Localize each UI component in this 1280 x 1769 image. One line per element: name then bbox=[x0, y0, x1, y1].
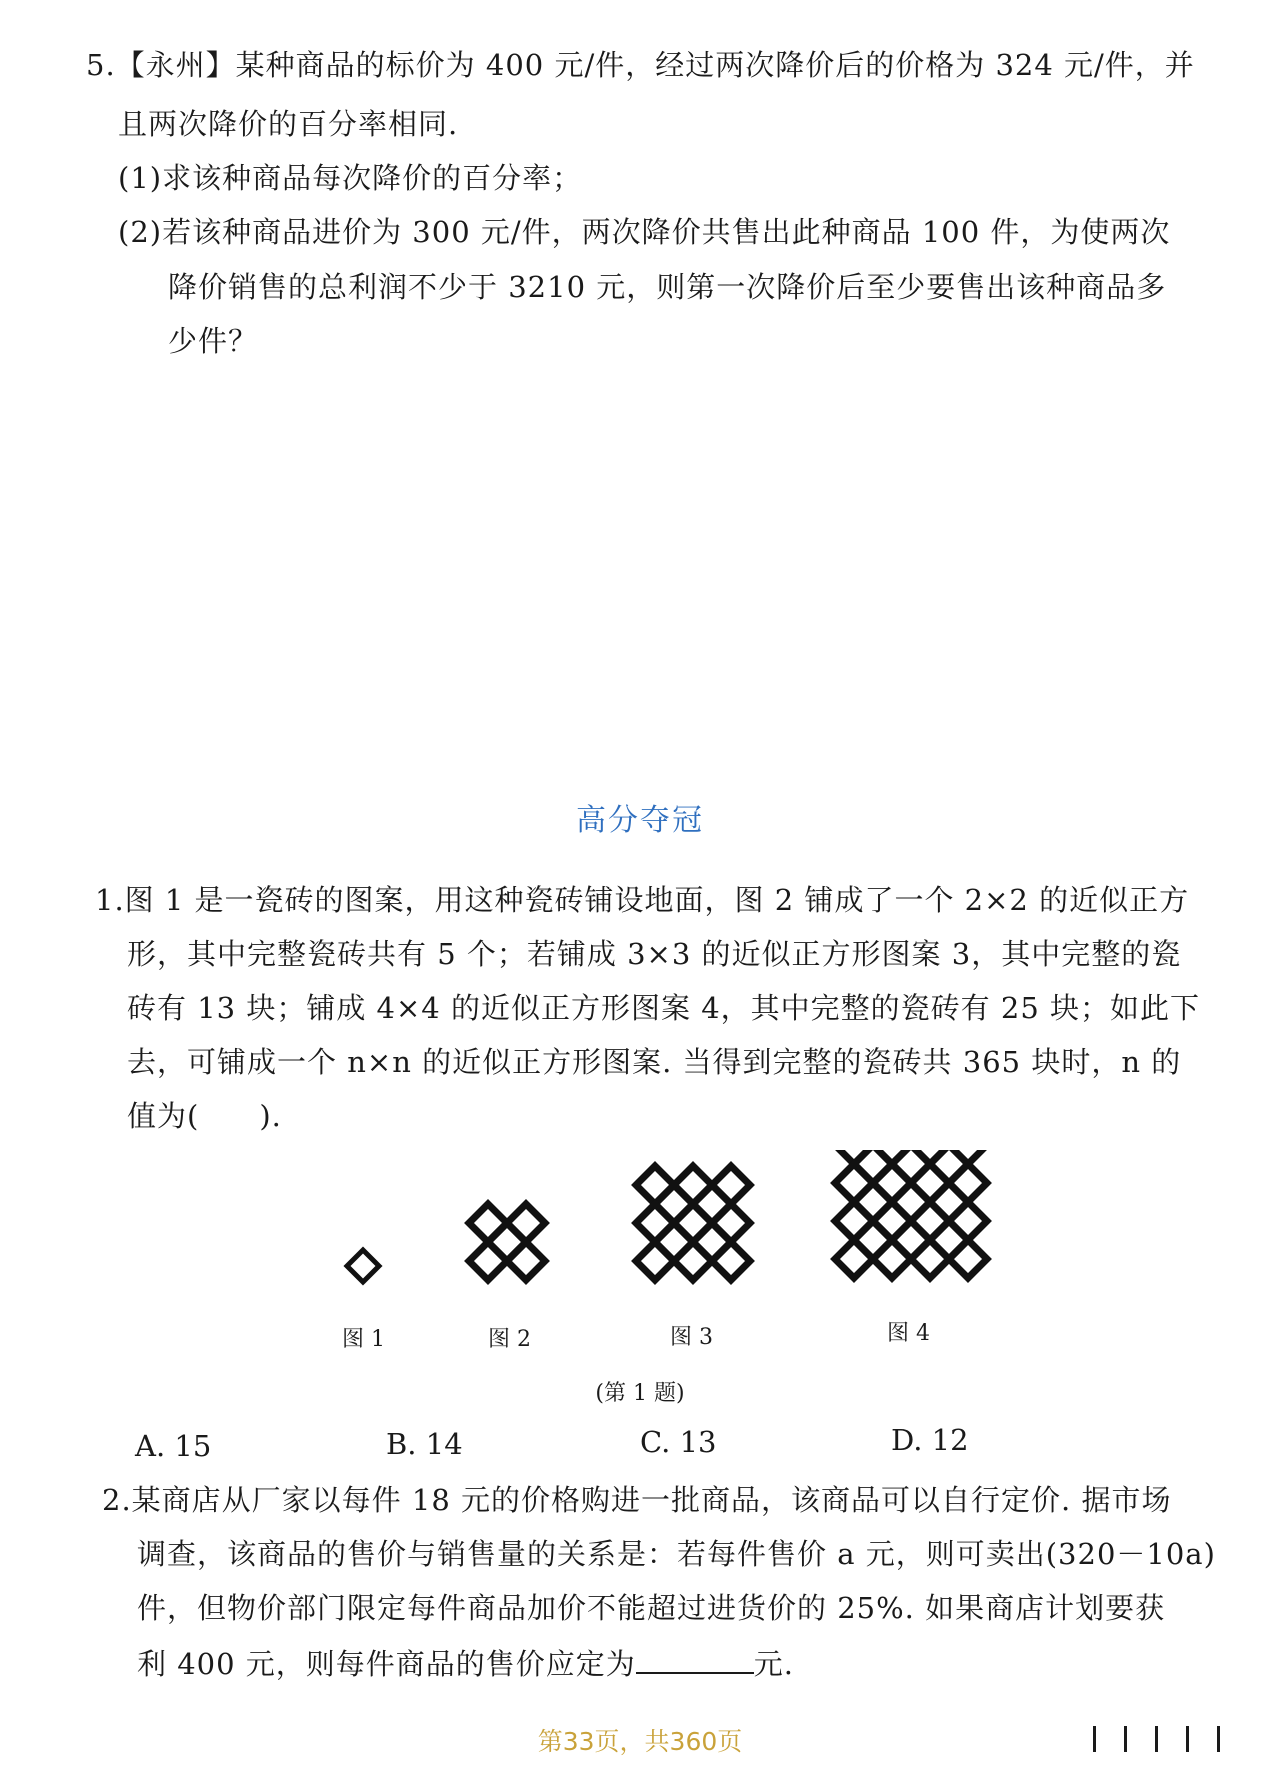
problem-2-line-2: 调查，该商品的售价与销售量的关系是：若每件售价 a 元，则可卖出(320－10a) bbox=[137, 1537, 1216, 1571]
tile-diamond bbox=[655, 1185, 693, 1223]
tile-diamond bbox=[674, 1166, 712, 1204]
toolbar-icons[interactable] bbox=[1087, 1726, 1242, 1756]
tile-diamond bbox=[835, 1202, 873, 1240]
problem-2-line-4-suffix: 元. bbox=[753, 1647, 795, 1681]
tile-diamond bbox=[873, 1202, 911, 1240]
tile-diamond bbox=[507, 1242, 545, 1280]
tile-diamond bbox=[674, 1242, 712, 1280]
option-d: D. 12 bbox=[891, 1423, 969, 1457]
option-a: A. 15 bbox=[135, 1429, 212, 1463]
problem-5-line-3: (1)求该种商品每次降价的百分率； bbox=[118, 161, 583, 195]
problem-1-line-3: 砖有 13 块；铺成 4×4 的近似正方形图案 4，其中完整的瓷砖有 25 块；如此下 bbox=[127, 991, 1200, 1025]
tile-diamond bbox=[930, 1221, 968, 1259]
bar-icon-1[interactable] bbox=[1093, 1726, 1118, 1752]
problem-2-line-4 bbox=[137, 1642, 794, 1684]
bar-icon-3[interactable] bbox=[1155, 1726, 1180, 1752]
problem-5-line-6: 少件？ bbox=[168, 324, 259, 358]
figure-caption: (第 1 题) bbox=[595, 1381, 685, 1406]
problem-5-line-5: 降价销售的总利润不少于 3210 元，则第一次降价后至少要售出该种商品多 bbox=[168, 270, 1167, 304]
tile-diamond bbox=[949, 1240, 987, 1278]
tile-diamond bbox=[469, 1242, 507, 1280]
problem-1-line-4: 去，可铺成一个 n×n 的近似正方形图案. 当得到完整的瓷砖共 365 块时，n 的 bbox=[127, 1045, 1182, 1079]
problem-1-line-1: 1.图 1 是一瓷砖的图案，用这种瓷砖铺设地面，图 2 铺成了一个 2×2 的近似正方 bbox=[95, 883, 1190, 917]
tile-diamond bbox=[892, 1183, 930, 1221]
bar-icon-5[interactable] bbox=[1217, 1726, 1242, 1752]
problem-2-line-3: 件，但物价部门限定每件商品加价不能超过进货价的 25%. 如果商店计划要获 bbox=[137, 1591, 1166, 1625]
page-indicator: 第33页，共360页 bbox=[537, 1727, 743, 1756]
figure-label-2: 图 2 bbox=[488, 1327, 531, 1352]
tile-diamond bbox=[873, 1164, 911, 1202]
tile-diamond bbox=[854, 1183, 892, 1221]
tile-diamond bbox=[911, 1240, 949, 1278]
bar-icon-2[interactable] bbox=[1124, 1726, 1149, 1752]
tile-diamond bbox=[911, 1202, 949, 1240]
section-title: 高分夺冠 bbox=[576, 803, 704, 838]
tile-diamond bbox=[636, 1166, 674, 1204]
tile-diamond bbox=[507, 1204, 545, 1242]
problem-1-line-5: 值为( ). bbox=[127, 1099, 282, 1133]
tile-diamond bbox=[469, 1204, 507, 1242]
tile-diamond bbox=[911, 1164, 949, 1202]
tile-figure-3 bbox=[636, 1166, 750, 1280]
figure-label-1: 图 1 bbox=[342, 1327, 385, 1352]
tile-diamond bbox=[655, 1223, 693, 1261]
tile-diamond bbox=[949, 1202, 987, 1240]
figure-label-4: 图 4 bbox=[887, 1321, 930, 1346]
tile-figures-svg bbox=[0, 1150, 1280, 1320]
tile-diamond bbox=[873, 1240, 911, 1278]
tile-diamond bbox=[712, 1204, 750, 1242]
answer-options bbox=[0, 1425, 1280, 1470]
bar-icon-4[interactable] bbox=[1186, 1726, 1211, 1752]
tile-diamond bbox=[835, 1164, 873, 1202]
figure-label-3: 图 3 bbox=[670, 1325, 713, 1350]
tile-diamond bbox=[930, 1183, 968, 1221]
problem-5-line-2: 且两次降价的百分率相同. bbox=[118, 107, 459, 141]
tile-diamond bbox=[674, 1204, 712, 1242]
tile-figures bbox=[0, 1150, 1280, 1360]
tile-figure-4 bbox=[835, 1150, 987, 1278]
option-b: B. 14 bbox=[386, 1427, 463, 1461]
answer-blank bbox=[636, 1642, 754, 1674]
problem-1-line-2: 形，其中完整瓷砖共有 5 个；若铺成 3×3 的近似正方形图案 3，其中完整的瓷 bbox=[127, 937, 1182, 971]
tile-diamond bbox=[488, 1223, 526, 1261]
tile-diamond bbox=[892, 1221, 930, 1259]
tile-diamond bbox=[854, 1221, 892, 1259]
option-c: C. 13 bbox=[640, 1425, 717, 1459]
tile-diamond bbox=[712, 1166, 750, 1204]
tile-diamond bbox=[835, 1240, 873, 1278]
tile-diamond bbox=[347, 1250, 379, 1282]
tile-diamond bbox=[636, 1242, 674, 1280]
problem-5-line-4: (2)若该种商品进价为 300 元/件，两次降价共售出此种商品 100 件，为使两次 bbox=[118, 215, 1171, 249]
tile-figure-1 bbox=[347, 1250, 379, 1282]
problem-2-line-1: 2.某商店从厂家以每件 18 元的价格购进一批商品，该商品可以自行定价. 据市场 bbox=[102, 1483, 1172, 1517]
tile-diamond bbox=[712, 1242, 750, 1280]
problem-2-line-4-prefix: 利 400 元，则每件商品的售价应定为 bbox=[137, 1647, 636, 1681]
tile-diamond bbox=[693, 1185, 731, 1223]
problem-5-line-1: 5.【永州】某种商品的标价为 400 元/件，经过两次降价后的价格为 324 元/件，并 bbox=[86, 48, 1195, 82]
tile-figure-2 bbox=[469, 1204, 545, 1280]
tile-diamond bbox=[693, 1223, 731, 1261]
tile-diamond bbox=[949, 1164, 987, 1202]
tile-diamond bbox=[636, 1204, 674, 1242]
